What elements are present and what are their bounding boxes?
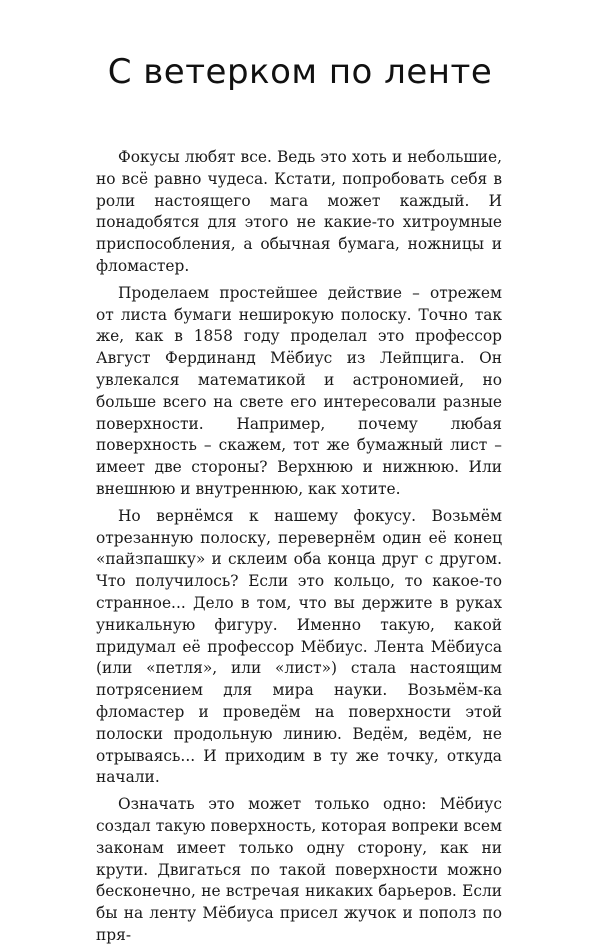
page-title: С ветерком по ленте xyxy=(107,52,493,92)
paragraph-2: Проделаем простейшее действие – отрежем от листа бумаги неширокую полоску. Точно так же, как в 1858 году проделал это профессор Август Фердинанд Мёбиус из Лейпцига. Он увлекался математикой и астрономией, но больше всего на свете его интересовали разные поверхности. Например, почему любая поверхность – скажем, тот же бумажный лист – имеет две стороны? Верхнюю и нижнюю. Или внешнюю и внутреннюю, как хотите. xyxy=(96,283,502,498)
paragraph-4: Означать это может только одно: Мёбиус создал такую поверхность, которая вопреки всем законам имеет только одну сторону, как ни крути. Двигаться по такой поверхности можно бесконечно, не встречая никаких барьеров. Если бы на ленту Мёбиуса присел жучок и пополз по пря- xyxy=(96,795,502,944)
paragraph-1: Фокусы любят все. Ведь это хоть и небольшие, но всё равно чудеса. Кстати, попробовать себя в роли настоящего мага может каждый. И понадобятся для этого не какие-то хитроумные приспособления, а обычная бумага, ножницы и фломастер. xyxy=(96,148,502,275)
body-text xyxy=(96,147,502,952)
paragraph-3: Но вернёмся к нашему фокусу. Возьмём отрезанную полоску, перевернём один её конец «пайзпашку» и склеим оба конца друг с другом. Что получилось? Если это кольцо, то какое-то странное... Дело в том, что вы держите в руках уникальную фигуру. Именно такую, какой придумал её профессор Мёбиус. Лента Мёбиуса (или «петля», или «лист») стала настоящим потрясением для мира науки. Возьмём-ка фломастер и проведём на поверхности этой полоски продольную линию. Ведём, ведём, не отрываясь... И приходим в ту же точку, откуда начали. xyxy=(96,506,502,787)
